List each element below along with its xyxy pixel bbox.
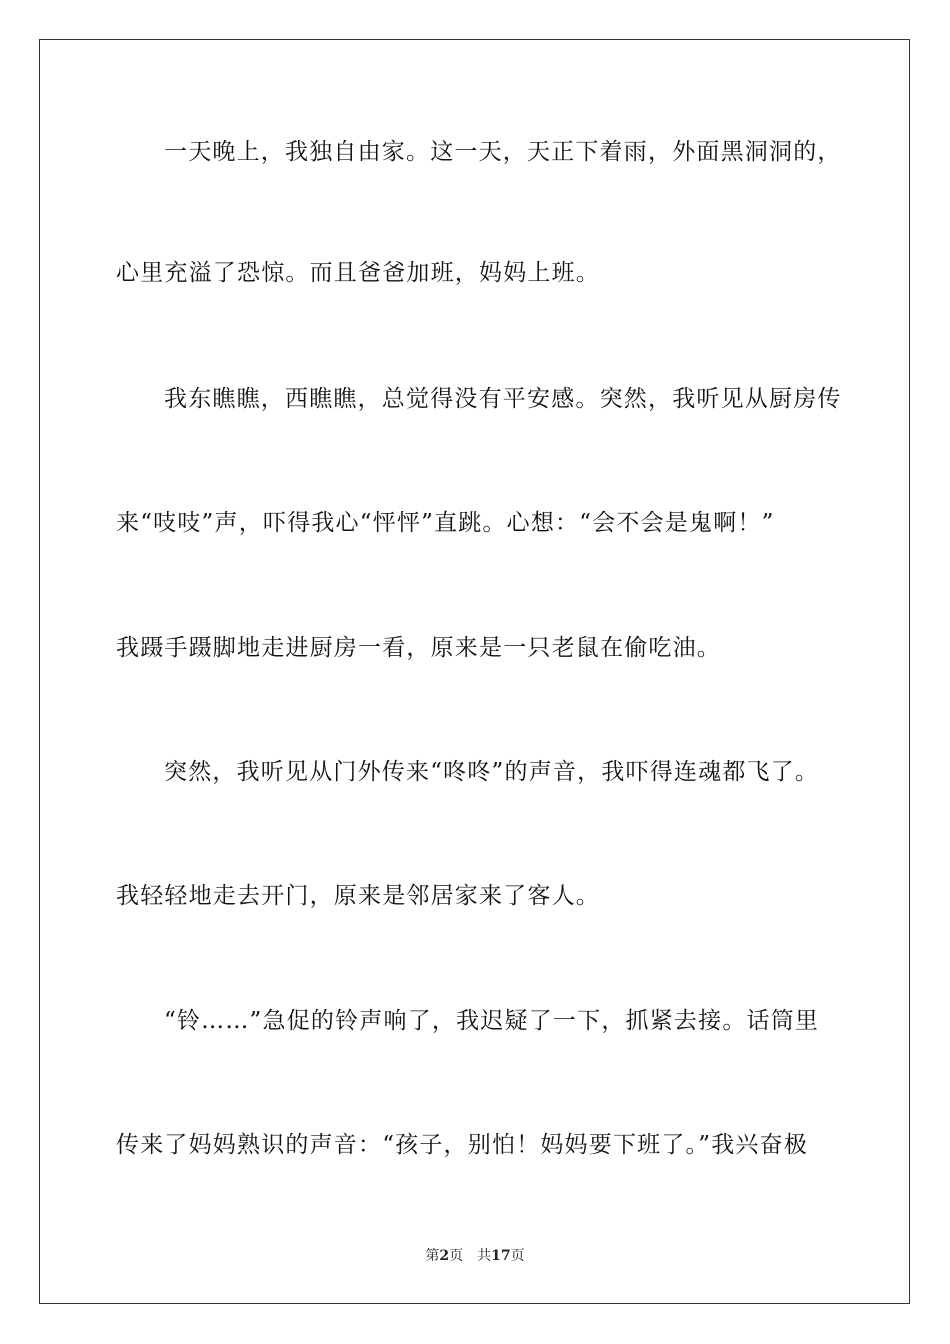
text-line-9: 传来了妈妈熟识的声音：“孩子，别怕！妈妈要下班了。”我兴奋极 — [116, 1132, 809, 1158]
text-line-5: 我蹑手蹑脚地走进厨房一看，原来是一只老鼠在偷吃油。 — [116, 635, 721, 661]
text-line-8: “铃……”急促的铃声响了，我迟疑了一下，抓紧去接。话筒里 — [164, 1008, 820, 1034]
text-line-1: 一天晚上，我独自由家。这一天，天正下着雨，外面黑洞洞的， — [164, 139, 842, 165]
text-line-2: 心里充溢了恐惊。而且爸爸加班，妈妈上班。 — [116, 260, 600, 286]
text-line-4: 来“吱吱”声，吓得我心“怦怦”直跳。心想：“会不会是鬼啊！” — [116, 510, 775, 536]
text-line-7: 我轻轻地走去开门，原来是邻居家来了客人。 — [116, 883, 600, 909]
footer-total-pages: 17 — [491, 1248, 511, 1264]
footer-page-suffix: 页 — [449, 1248, 464, 1264]
footer-total-prefix: 共 — [477, 1248, 492, 1264]
footer-prefix: 第 — [425, 1248, 440, 1264]
footer-page-number: 2 — [439, 1248, 450, 1264]
text-line-6: 突然，我听见从门外传来“咚咚”的声音，我吓得连魂都飞了。 — [164, 759, 820, 785]
footer-total-suffix: 页 — [510, 1248, 525, 1264]
page-border — [39, 39, 910, 1304]
page-footer — [0, 1247, 950, 1265]
text-line-3: 我东瞧瞧，西瞧瞧，总觉得没有平安感。突然，我听见从厨房传 — [164, 386, 842, 412]
